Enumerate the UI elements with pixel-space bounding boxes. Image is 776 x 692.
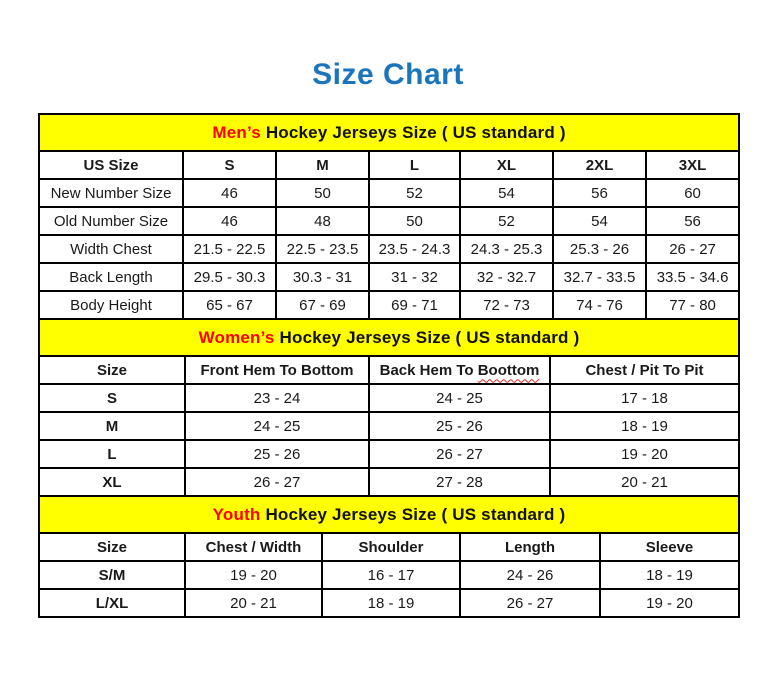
table-row bbox=[39, 384, 739, 412]
row-label: Old Number Size bbox=[39, 207, 183, 235]
row-label: L/XL bbox=[39, 589, 185, 617]
header-row bbox=[39, 533, 739, 561]
column-header: Front Hem To Bottom bbox=[185, 356, 369, 384]
size-cell: 16 - 17 bbox=[322, 561, 460, 589]
size-cell: 26 - 27 bbox=[185, 468, 369, 496]
section-band-mens bbox=[39, 114, 739, 151]
column-header: XL bbox=[460, 151, 553, 179]
size-cell: 50 bbox=[369, 207, 460, 235]
section-band-womens bbox=[39, 319, 739, 356]
size-cell: 46 bbox=[183, 179, 276, 207]
size-cell: 27 - 28 bbox=[369, 468, 550, 496]
size-cell: 54 bbox=[460, 179, 553, 207]
size-cell: 67 - 69 bbox=[276, 291, 369, 319]
size-cell: 18 - 19 bbox=[550, 412, 739, 440]
size-table-womens bbox=[38, 318, 740, 497]
table-row bbox=[39, 291, 739, 319]
size-cell: 60 bbox=[646, 179, 739, 207]
size-cell: 48 bbox=[276, 207, 369, 235]
size-cell: 26 - 27 bbox=[460, 589, 600, 617]
size-cell: 23.5 - 24.3 bbox=[369, 235, 460, 263]
column-header: M bbox=[276, 151, 369, 179]
column-header-prefix: Back Hem To bbox=[379, 361, 478, 379]
table-row bbox=[39, 468, 739, 496]
row-label: New Number Size bbox=[39, 179, 183, 207]
misspelled-word: Boottom bbox=[477, 361, 540, 379]
column-header: Chest / Pit To Pit bbox=[550, 356, 739, 384]
size-cell: 19 - 20 bbox=[550, 440, 739, 468]
size-cell: 20 - 21 bbox=[185, 589, 322, 617]
size-cell: 25 - 26 bbox=[369, 412, 550, 440]
size-cell: 32.7 - 33.5 bbox=[553, 263, 646, 291]
size-cell: 24.3 - 25.3 bbox=[460, 235, 553, 263]
size-cell: 24 - 25 bbox=[185, 412, 369, 440]
section-heading-accent: Women’s bbox=[198, 327, 275, 347]
table-row bbox=[39, 440, 739, 468]
size-cell: 65 - 67 bbox=[183, 291, 276, 319]
table-row bbox=[39, 235, 739, 263]
size-cell: 56 bbox=[646, 207, 739, 235]
section-heading bbox=[39, 496, 739, 533]
column-header: US Size bbox=[39, 151, 183, 179]
row-label: Back Length bbox=[39, 263, 183, 291]
size-cell: 74 - 76 bbox=[553, 291, 646, 319]
size-cell: 30.3 - 31 bbox=[276, 263, 369, 291]
column-header: Length bbox=[460, 533, 600, 561]
size-cell: 19 - 20 bbox=[185, 561, 322, 589]
size-cell: 50 bbox=[276, 179, 369, 207]
size-cell: 69 - 71 bbox=[369, 291, 460, 319]
size-cell: 18 - 19 bbox=[322, 589, 460, 617]
size-cell: 20 - 21 bbox=[550, 468, 739, 496]
table-row bbox=[39, 589, 739, 617]
size-chart bbox=[38, 113, 738, 618]
row-label: S bbox=[39, 384, 185, 412]
size-cell: 46 bbox=[183, 207, 276, 235]
size-cell: 24 - 26 bbox=[460, 561, 600, 589]
size-cell: 32 - 32.7 bbox=[460, 263, 553, 291]
section-heading-text: Hockey Jerseys Size ( US standard ) bbox=[260, 504, 566, 524]
column-header: 3XL bbox=[646, 151, 739, 179]
size-cell: 52 bbox=[460, 207, 553, 235]
column-header: Chest / Width bbox=[185, 533, 322, 561]
size-cell: 23 - 24 bbox=[185, 384, 369, 412]
column-header: Sleeve bbox=[600, 533, 739, 561]
size-cell: 56 bbox=[553, 179, 646, 207]
size-cell: 29.5 - 30.3 bbox=[183, 263, 276, 291]
table-row bbox=[39, 179, 739, 207]
row-label: M bbox=[39, 412, 185, 440]
column-header: Shoulder bbox=[322, 533, 460, 561]
row-label: L bbox=[39, 440, 185, 468]
row-label: S/M bbox=[39, 561, 185, 589]
section-band-youth bbox=[39, 496, 739, 533]
row-label: Body Height bbox=[39, 291, 183, 319]
size-cell: 25.3 - 26 bbox=[553, 235, 646, 263]
column-header bbox=[369, 356, 550, 384]
size-cell: 26 - 27 bbox=[369, 440, 550, 468]
page-title: Size Chart bbox=[312, 58, 464, 91]
size-cell: 52 bbox=[369, 179, 460, 207]
section-heading bbox=[39, 319, 739, 356]
table-row bbox=[39, 412, 739, 440]
size-cell: 19 - 20 bbox=[600, 589, 739, 617]
header-row bbox=[39, 151, 739, 179]
size-cell: 26 - 27 bbox=[646, 235, 739, 263]
section-heading-accent: Youth bbox=[212, 504, 261, 524]
size-cell: 72 - 73 bbox=[460, 291, 553, 319]
column-header: Size bbox=[39, 533, 185, 561]
section-heading bbox=[39, 114, 739, 151]
size-cell: 31 - 32 bbox=[369, 263, 460, 291]
table-row bbox=[39, 263, 739, 291]
row-label: XL bbox=[39, 468, 185, 496]
size-cell: 25 - 26 bbox=[185, 440, 369, 468]
size-cell: 77 - 80 bbox=[646, 291, 739, 319]
header-row bbox=[39, 356, 739, 384]
section-heading-text: Hockey Jerseys Size ( US standard ) bbox=[274, 327, 580, 347]
size-table-mens bbox=[38, 113, 740, 320]
column-header: S bbox=[183, 151, 276, 179]
section-heading-accent: Men’s bbox=[212, 122, 261, 142]
row-label: Width Chest bbox=[39, 235, 183, 263]
size-cell: 21.5 - 22.5 bbox=[183, 235, 276, 263]
size-cell: 33.5 - 34.6 bbox=[646, 263, 739, 291]
column-header: L bbox=[369, 151, 460, 179]
size-cell: 54 bbox=[553, 207, 646, 235]
table-row bbox=[39, 207, 739, 235]
column-header: 2XL bbox=[553, 151, 646, 179]
size-cell: 22.5 - 23.5 bbox=[276, 235, 369, 263]
size-table-youth bbox=[38, 495, 740, 618]
size-cell: 17 - 18 bbox=[550, 384, 739, 412]
table-row bbox=[39, 561, 739, 589]
size-cell: 18 - 19 bbox=[600, 561, 739, 589]
size-cell: 24 - 25 bbox=[369, 384, 550, 412]
section-heading-text: Hockey Jerseys Size ( US standard ) bbox=[260, 122, 566, 142]
column-header: Size bbox=[39, 356, 185, 384]
